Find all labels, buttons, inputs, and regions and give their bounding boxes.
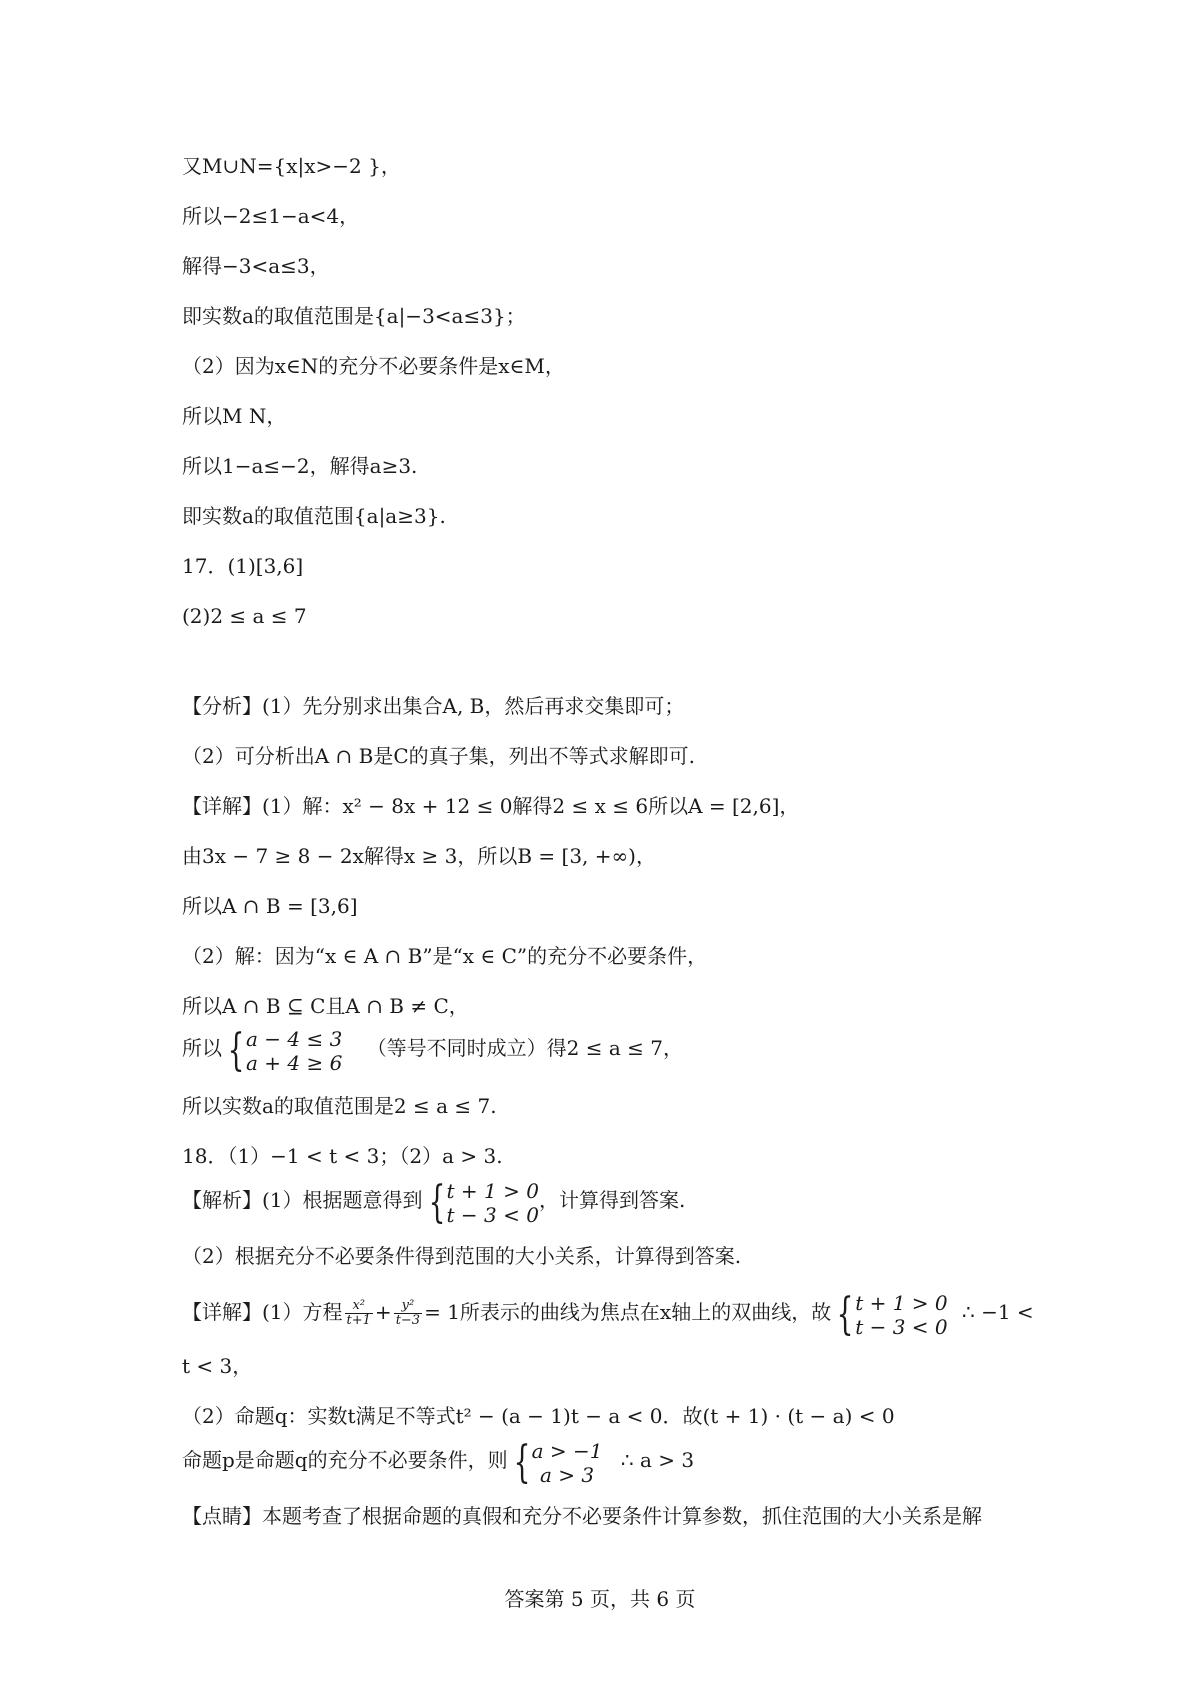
text-line: 又M∪N={x|x>−2 }， [182,154,401,178]
text-line: (2)2 ≤ a ≤ 7 [182,604,307,628]
fraction-denominator: t−3 [395,1313,421,1328]
fraction [345,1299,373,1328]
system-row: a + 4 ≥ 6 [246,1051,343,1075]
analysis-line: 【分析】(1）先分别求出集合A, B，然后再求交集即可； [182,694,685,718]
text-line: 所以−2≤1−a<4， [182,204,360,228]
text-line: 即实数a的取值范围{a|a≥3}. [182,504,446,528]
system-row: a − 4 ≤ 3 [246,1027,343,1051]
equation-middle: = 1所表示的曲线为焦点在x轴上的双曲线，故 [424,1300,832,1324]
text-line: （2）根据充分不必要条件得到范围的大小关系，计算得到答案. [182,1244,742,1268]
system-row: t − 3 < 0 [446,1203,539,1227]
page-footer: 答案第 5 页，共 6 页 [504,1587,696,1611]
system-suffix: ∴ −1 < [962,1300,1034,1324]
text-line: 所以A ∩ B = [3,6] [182,894,358,918]
system-prefix: 命题p是命题q的充分不必要条件，则 [182,1448,508,1472]
brace-icon: { [836,1289,854,1340]
brace-icon: { [227,1025,245,1076]
brace-icon: { [428,1177,445,1228]
system-prefix: 【解析】(1）根据题意得到 [182,1188,423,1212]
question-17-heading: 17．(1)[3,6] [182,554,304,578]
system-row: a > −1 [531,1439,603,1463]
text-line: （2）因为x∈N的充分不必要条件是x∈M， [182,354,565,378]
system-suffix: （等号不同时成立）得2 ≤ a ≤ 7， [366,1036,684,1060]
text-line: 所以A ∩ B ⊆ C且A ∩ B ≠ C， [182,994,469,1018]
system-suffix: ∴ a > 3 [620,1448,695,1472]
text-line: 由3x − 7 ≥ 8 − 2x解得x ≥ 3，所以B = [3, +∞)， [182,844,656,868]
plus-sign: + [374,1300,392,1324]
inequality-system-line [182,1432,694,1488]
system-prefix: 【详解】(1）方程 [182,1300,343,1324]
text-line: 所以1−a≤−2，解得a≥3. [182,454,418,478]
system-row: t + 1 > 0 [855,1291,948,1315]
fraction [394,1299,422,1328]
equation-line [182,1282,1034,1342]
inequality-system [222,1022,342,1078]
inequality-system [508,1434,603,1490]
inequality-system [423,1174,539,1230]
system-prefix: 所以 [182,1036,222,1060]
system-row: a > 3 [539,1463,595,1487]
fraction-numerator: x² [345,1299,373,1314]
fraction-numerator: y² [394,1299,422,1314]
text-line: （2）可分析出A ∩ B是C的真子集，列出不等式求解即可. [182,744,695,768]
text-line: t < 3， [182,1354,253,1378]
inequality-system-line [182,1020,683,1076]
text-line: 即实数a的取值范围是{a|−3<a≤3}； [182,304,526,328]
text-line: 所以M N， [182,404,287,428]
inequality-system-line [182,1172,685,1228]
question-18-heading: 18．（1）−1 < t < 3；（2）a > 3. [182,1144,503,1168]
system-row: t − 3 < 0 [855,1315,948,1339]
system-row: t + 1 > 0 [446,1179,539,1203]
detail-line: 【详解】(1）解：x² − 8x + 12 ≤ 0解得2 ≤ x ≤ 6所以A = [2,6]， [182,794,800,818]
text-line: 所以实数a的取值范围是2 ≤ a ≤ 7. [182,1094,497,1118]
text-line: （2）解：因为“x ∈ A ∩ B”是“x ∈ C”的充分不必要条件， [182,944,708,968]
comment-line: 【点睛】本题考查了根据命题的真假和充分不必要条件计算参数，抓住范围的大小关系是解 [182,1504,982,1528]
system-suffix: ，计算得到答案. [538,1188,686,1212]
inequality-system [831,1284,947,1344]
fraction-denominator: t+1 [346,1313,371,1328]
brace-icon: { [513,1437,531,1488]
text-line: （2）命题q：实数t满足不等式t² − (a − 1)t − a < 0．故(t + 1) · (t − a) < 0 [182,1404,895,1428]
text-line: 解得−3<a≤3， [182,254,330,278]
